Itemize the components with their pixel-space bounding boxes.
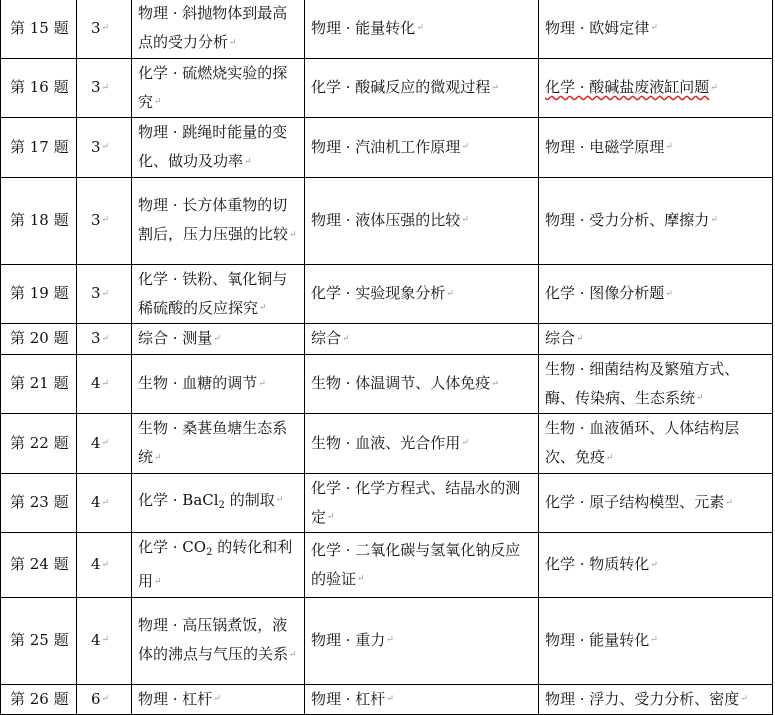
topic-text: 化学 · 铁粉、氧化铜与稀硫酸的反应探究 xyxy=(138,269,288,317)
topic-cell: 化学 · 硫燃烧实验的探究↵ xyxy=(132,58,305,118)
question-number: 第 25 题 xyxy=(1,597,77,684)
score-cell: 4↵ xyxy=(77,597,132,684)
related-topic-b: 化学 · 酸碱盐废液缸问题↵ xyxy=(539,58,773,118)
score-value: 4 xyxy=(90,374,101,392)
related-a-text: 化学 · 二氧化碳与氢氧化钠反应的验证 xyxy=(311,540,521,588)
related-b-text: 化学 · 图像分析题 xyxy=(545,284,665,302)
topic-cell: 生物 · 血糖的调节↵ xyxy=(132,354,305,414)
score-cell: 3↵ xyxy=(77,58,132,118)
related-b-text: 生物 · 血液循环、人体结构层次、免疫 xyxy=(545,419,740,466)
score-value: 6 xyxy=(90,689,101,708)
related-topic-b: 化学 · 原子结构模型、元素↵ xyxy=(539,473,773,533)
score-value: 4 xyxy=(90,493,101,511)
related-topic-a: 物理 · 液体压强的比较↵ xyxy=(305,177,539,264)
related-topic-a: 生物 · 血液、光合作用↵ xyxy=(305,414,539,474)
topic-text: 物理 · 高压锅煮饭，液体的沸点与气压的关系 xyxy=(138,616,289,664)
related-b-text: 物理 · 欧姆定律 xyxy=(545,18,650,37)
score-value: 4 xyxy=(90,433,101,452)
related-a-text: 化学 · 实验现象分析 xyxy=(311,284,446,302)
related-a-text: 物理 · 汽油机工作原理 xyxy=(311,137,461,156)
topic-cell: 综合 · 测量↵ xyxy=(132,324,305,355)
related-topic-b: 物理 · 欧姆定律↵ xyxy=(539,0,773,58)
related-b-text: 化学 · 物质转化 xyxy=(545,555,650,573)
question-number: 第 23 题 xyxy=(1,473,77,533)
score-cell: 4↵ xyxy=(77,533,132,598)
related-topic-b: 生物 · 血液循环、人体结构层次、免疫↵ xyxy=(539,414,773,474)
related-topic-a: 物理 · 杠杆↵ xyxy=(305,684,539,715)
table-row xyxy=(1,684,773,715)
score-value: 3 xyxy=(90,329,101,347)
score-value: 4 xyxy=(90,555,101,573)
related-topic-a: 物理 · 能量转化↵ xyxy=(305,0,539,58)
table-row xyxy=(1,414,773,474)
topic-text: 生物 · 血糖的调节 xyxy=(138,374,258,392)
topic-cell: 化学 · 铁粉、氧化铜与稀硫酸的反应探究↵ xyxy=(132,264,305,324)
question-number: 第 26 题 xyxy=(1,684,77,715)
related-b-text: 物理 · 能量转化 xyxy=(545,630,650,649)
related-b-text: 生物 · 细菌结构及繁殖方式、酶、传染病、生态系统 xyxy=(545,359,740,407)
related-a-text: 化学 · 酸碱反应的微观过程 xyxy=(311,78,491,96)
table-row xyxy=(1,58,773,118)
table-row xyxy=(1,177,773,264)
related-topic-b: 物理 · 能量转化↵ xyxy=(539,597,773,684)
related-b-text: 化学 · 原子结构模型、元素 xyxy=(545,493,725,511)
table-row xyxy=(1,118,773,178)
related-topic-a: 生物 · 体温调节、人体免疫↵ xyxy=(305,354,539,414)
related-b-text: 物理 · 浮力、受力分析、密度 xyxy=(545,689,740,708)
related-topic-a: 化学 · 二氧化碳与氢氧化钠反应的验证↵ xyxy=(305,533,539,598)
score-value: 3 xyxy=(90,284,101,302)
topic-text-prefix: 化学 · BaCl xyxy=(138,490,219,509)
related-topic-b: 化学 · 图像分析题↵ xyxy=(539,264,773,324)
topic-text: 综合 · 测量 xyxy=(138,329,213,347)
table-row xyxy=(1,597,773,684)
topic-cell: 物理 · 杠杆↵ xyxy=(132,684,305,715)
topic-cell: 物理 · 跳绳时能量的变化、做功及功率↵ xyxy=(132,118,305,178)
table-row xyxy=(1,533,773,598)
table-row xyxy=(1,0,773,58)
table-row xyxy=(1,264,773,324)
related-topic-b: 物理 · 浮力、受力分析、密度↵ xyxy=(539,684,773,715)
score-value: 4 xyxy=(90,630,101,649)
related-a-text: 生物 · 体温调节、人体免疫 xyxy=(311,374,491,392)
topic-text: 物理 · 跳绳时能量的变化、做功及功率 xyxy=(138,123,288,170)
topic-cell: 物理 · 高压锅煮饭，液体的沸点与气压的关系↵ xyxy=(132,597,305,684)
related-a-text: 物理 · 重力 xyxy=(311,630,386,649)
score-cell: 3↵ xyxy=(77,264,132,324)
related-topic-b: 化学 · 物质转化↵ xyxy=(539,533,773,598)
related-a-text: 物理 · 杠杆 xyxy=(311,689,386,708)
topic-text-suffix: 的制取 xyxy=(229,490,275,509)
related-b-text: 物理 · 电磁学原理 xyxy=(545,137,665,156)
topic-text: 生物 · 桑葚鱼塘生态系统 xyxy=(138,419,288,466)
topic-text: 物理 · 杠杆 xyxy=(138,689,213,708)
related-topic-a: 化学 · 实验现象分析↵ xyxy=(305,264,539,324)
question-number: 第 24 题 xyxy=(1,533,77,598)
question-number: 第 15 题 xyxy=(1,0,77,58)
related-topic-a: 综合↵ xyxy=(305,324,539,355)
score-cell: 3↵ xyxy=(77,0,132,58)
question-number: 第 21 题 xyxy=(1,354,77,414)
related-topic-a: 化学 · 酸碱反应的微观过程↵ xyxy=(305,58,539,118)
subscript-2: 2 xyxy=(218,499,225,511)
topic-cell: 化学 · $CO_2$ 的转化和利用↵ xyxy=(132,533,305,598)
score-cell: 6↵ xyxy=(77,684,132,715)
score-value: 3 xyxy=(90,210,101,229)
score-cell: 4↵ xyxy=(77,354,132,414)
related-topic-a: 化学 · 化学方程式、结晶水的测定↵ xyxy=(305,473,539,533)
topic-text: 化学 · 硫燃烧实验的探究 xyxy=(138,63,288,111)
question-number: 第 16 题 xyxy=(1,58,77,118)
score-cell: 4↵ xyxy=(77,414,132,474)
question-number: 第 19 题 xyxy=(1,264,77,324)
topic-text: 物理 · 长方体重物的切割后，压力压强的比较 xyxy=(138,196,289,244)
score-value: 3 xyxy=(90,18,101,37)
score-cell: 4↵ xyxy=(77,473,132,533)
table-row xyxy=(1,473,773,533)
subscript-2: 2 xyxy=(206,547,213,558)
table-row xyxy=(1,324,773,355)
score-cell: 3↵ xyxy=(77,177,132,264)
related-topic-b: 生物 · 细菌结构及繁殖方式、酶、传染病、生态系统↵ xyxy=(539,354,773,414)
related-a-text: 物理 · 能量转化 xyxy=(311,18,416,37)
topic-text: 物理 · 斜抛物体到最高点的受力分析 xyxy=(138,4,288,51)
score-value: 3 xyxy=(90,137,101,156)
related-a-text: 综合 xyxy=(311,329,342,347)
topic-cell: 物理 · 斜抛物体到最高点的受力分析↵ xyxy=(132,0,305,58)
related-topic-b: 综合↵ xyxy=(539,324,773,355)
topic-text-suffix: 的转化和利用 xyxy=(138,538,293,590)
related-topic-a: 物理 · 汽油机工作原理↵ xyxy=(305,118,539,178)
score-cell: 3↵ xyxy=(77,118,132,178)
related-a-text: 化学 · 化学方程式、结晶水的测定 xyxy=(311,478,521,526)
related-b-text: 化学 · 酸碱盐废液缸问题 xyxy=(545,78,710,96)
topic-cell: 物理 · 长方体重物的切割后，压力压强的比较↵ xyxy=(132,177,305,264)
score-cell: 3↵ xyxy=(77,324,132,355)
question-number: 第 17 题 xyxy=(1,118,77,178)
related-b-text: 物理 · 受力分析、摩擦力 xyxy=(545,210,710,229)
topic-cell: 生物 · 桑葚鱼塘生态系统↵ xyxy=(132,414,305,474)
related-topic-b: 物理 · 电磁学原理↵ xyxy=(539,118,773,178)
question-number: 第 18 题 xyxy=(1,177,77,264)
related-a-text: 生物 · 血液、光合作用 xyxy=(311,433,461,452)
question-number: 第 22 题 xyxy=(1,414,77,474)
related-a-text: 物理 · 液体压强的比较 xyxy=(311,210,461,229)
question-number: 第 20 题 xyxy=(1,324,77,355)
topic-cell: 化学 · BaCl$_2$ 的制取↵ xyxy=(132,473,305,533)
score-value: 3 xyxy=(90,78,101,96)
table-row xyxy=(1,354,773,414)
related-b-text: 综合 xyxy=(545,329,576,347)
related-topic-b: 物理 · 受力分析、摩擦力↵ xyxy=(539,177,773,264)
related-topic-a: 物理 · 重力↵ xyxy=(305,597,539,684)
topic-text-prefix: 化学 · CO xyxy=(138,538,207,556)
